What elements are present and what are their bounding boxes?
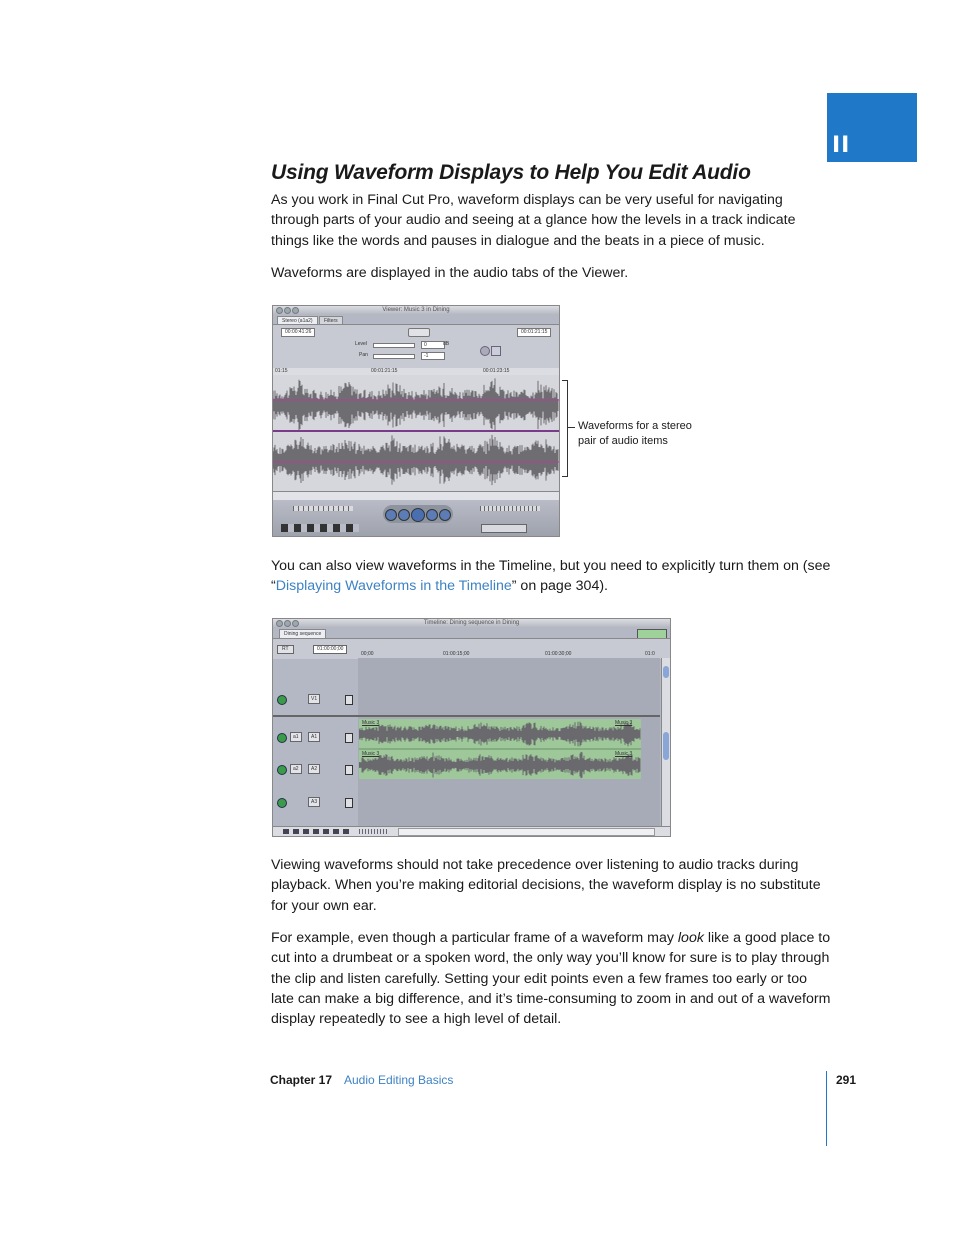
ruler-mark: 01:00:30;00 (545, 651, 572, 657)
video-audio-divider[interactable] (273, 715, 660, 717)
viewer-title: Viewer: Music 3 in Dining (382, 307, 450, 313)
paragraph-text: like a good place to cut into a drumbeat or a spoken word, the only way you’ll know for sure is to play through the clip and listen carefully. Setting your edit points even a few frames too early or too late can make a big difference, and it’s time-consuming to zoom in and out of a waveform display repeatedly to see a high level of detail. (271, 930, 831, 1028)
emphasis: look (677, 930, 704, 946)
pan-slider[interactable] (373, 354, 415, 359)
track-height-controls[interactable] (283, 829, 353, 834)
zoom-slider[interactable] (359, 829, 389, 834)
tab-filters[interactable]: Filters (319, 316, 343, 325)
marker-buttons[interactable] (481, 524, 527, 533)
track-lock-icon[interactable] (345, 695, 353, 705)
callout-line-2: pair of audio items (578, 435, 668, 447)
pan-label: Pan (359, 352, 368, 358)
callout-line-1: Waveforms for a stereo (578, 420, 692, 432)
ruler-mark: 01:0 (645, 651, 655, 657)
ruler-mark: 01:00:15;00 (443, 651, 470, 657)
current-time-field[interactable]: 00:01:21:15 (517, 328, 551, 337)
tab-dining-sequence[interactable]: Dining sequence (279, 629, 326, 638)
track-lock-icon[interactable] (345, 798, 353, 808)
level-value[interactable]: 0 (421, 341, 445, 349)
timeline-header (273, 638, 670, 659)
prev-edit-button[interactable] (385, 509, 397, 521)
scroll-thumb-upper[interactable] (663, 666, 669, 678)
next-edit-button[interactable] (439, 509, 451, 521)
ruler-mark: 00:01:23:15 (483, 368, 510, 374)
paragraph-text: ” on page 304). (511, 578, 608, 595)
track-lock-icon[interactable] (345, 733, 353, 743)
level-label: Level (355, 341, 367, 347)
source-control-a2[interactable]: a2 (290, 764, 302, 774)
clip-label-a2-end: Music 3 (615, 751, 633, 757)
page-number: 291 (836, 1073, 857, 1087)
source-control-a1[interactable]: a1 (290, 732, 302, 742)
viewer-scrollbar[interactable] (273, 491, 559, 500)
duration-field[interactable]: 00:00:41:26 (281, 328, 315, 337)
paragraph-viewer: Waveforms are displayed in the audio tabs of the Viewer. (271, 265, 629, 281)
paragraph-text: You can also view waveforms in the Timeline, but you need to explicitly turn them on (see “ (271, 558, 831, 595)
track-visibility-icon[interactable] (277, 695, 287, 705)
timecode-field[interactable]: 01:00:00;00 (313, 645, 347, 654)
timeline-bottom-bar (273, 826, 670, 837)
paragraph-example (271, 928, 831, 1029)
viewer-titlebar (273, 306, 559, 315)
callout-label (578, 419, 692, 449)
jog-control[interactable] (480, 506, 540, 511)
timeline-titlebar (273, 619, 670, 628)
clip-label-a1: Music 3 (362, 720, 380, 726)
paragraph-intro: As you work in Final Cut Pro, waveform displays can be very useful for navigating through parts of your audio and seeing at a glance how the levels in a track indicate things like the words and pauses in dialogue and the beats in a piece of music. (271, 192, 796, 249)
track-visibility-icon[interactable] (277, 733, 287, 743)
timeline-screenshot (272, 618, 671, 837)
track-a1[interactable]: A1 (308, 732, 320, 742)
footer-divider (826, 1071, 827, 1146)
clip-label-a2: Music 3 (362, 751, 380, 757)
timeline-waveform-a1 (359, 722, 640, 747)
play-in-out-button[interactable] (398, 509, 410, 521)
level-unit: dB (443, 341, 450, 347)
footer-chapter-title[interactable]: Audio Editing Basics (344, 1073, 454, 1087)
part-tab (827, 93, 917, 162)
viewer-screenshot (272, 305, 560, 537)
pan-value[interactable]: -1 (421, 352, 445, 360)
track-visibility-icon[interactable] (277, 798, 287, 808)
hand-icon[interactable] (491, 346, 501, 356)
part-label: II (832, 133, 851, 158)
callout-bracket (562, 380, 568, 477)
viewer-ruler (273, 368, 559, 375)
viewer-transport (273, 500, 559, 536)
paragraph-text: For example, even though a particular frame of a waveform may (271, 930, 678, 946)
scroll-thumb-lower[interactable] (663, 732, 669, 760)
section-heading: Using Waveform Displays to Help You Edit Audio (271, 161, 751, 184)
rt-menu[interactable]: RT (277, 645, 294, 654)
track-visibility-icon[interactable] (277, 765, 287, 775)
audio-clip-pair[interactable] (359, 719, 641, 779)
presets-popup[interactable] (408, 328, 430, 337)
timeline-waveform-a2 (359, 752, 640, 778)
reset-icon[interactable] (480, 346, 490, 356)
track-a3[interactable]: A3 (308, 797, 320, 807)
cross-reference-link[interactable]: Displaying Waveforms in the Timeline (275, 578, 512, 595)
ruler-mark: 00:01:21:15 (371, 368, 398, 374)
tab-stereo[interactable]: Stereo (a1a2) (277, 316, 318, 325)
level-slider[interactable] (373, 343, 415, 348)
track-lock-icon[interactable] (345, 765, 353, 775)
paragraph-listening: Viewing waveforms should not take precedence over listening to audio tracks during playback. When you’re making editorial decisions, the waveform display is no substitute for your own ear. (271, 857, 821, 914)
viewer-controls (273, 324, 559, 369)
paragraph-timeline (271, 556, 831, 597)
timeline-horizontal-scrollbar[interactable] (398, 828, 655, 836)
edit-buttons[interactable] (281, 524, 359, 532)
play-around-button[interactable] (426, 509, 438, 521)
stereo-waveform-display[interactable] (273, 375, 559, 491)
shuttle-control[interactable] (293, 506, 353, 511)
play-button[interactable] (411, 508, 425, 522)
callout-leader (567, 427, 575, 428)
ruler-mark: 01:15 (275, 368, 288, 374)
ruler-mark: 00;00 (361, 651, 374, 657)
footer-chapter: Chapter 17 (270, 1073, 333, 1087)
clip-label-a1-end: Music 3 (615, 720, 633, 726)
timeline-waveforms (359, 719, 641, 779)
track-a2[interactable]: A2 (308, 764, 320, 774)
timeline-title: Timeline: Dining sequence in Dining (423, 620, 520, 626)
track-v1[interactable]: V1 (308, 694, 320, 704)
timeline-vertical-scrollbar[interactable] (661, 658, 671, 826)
